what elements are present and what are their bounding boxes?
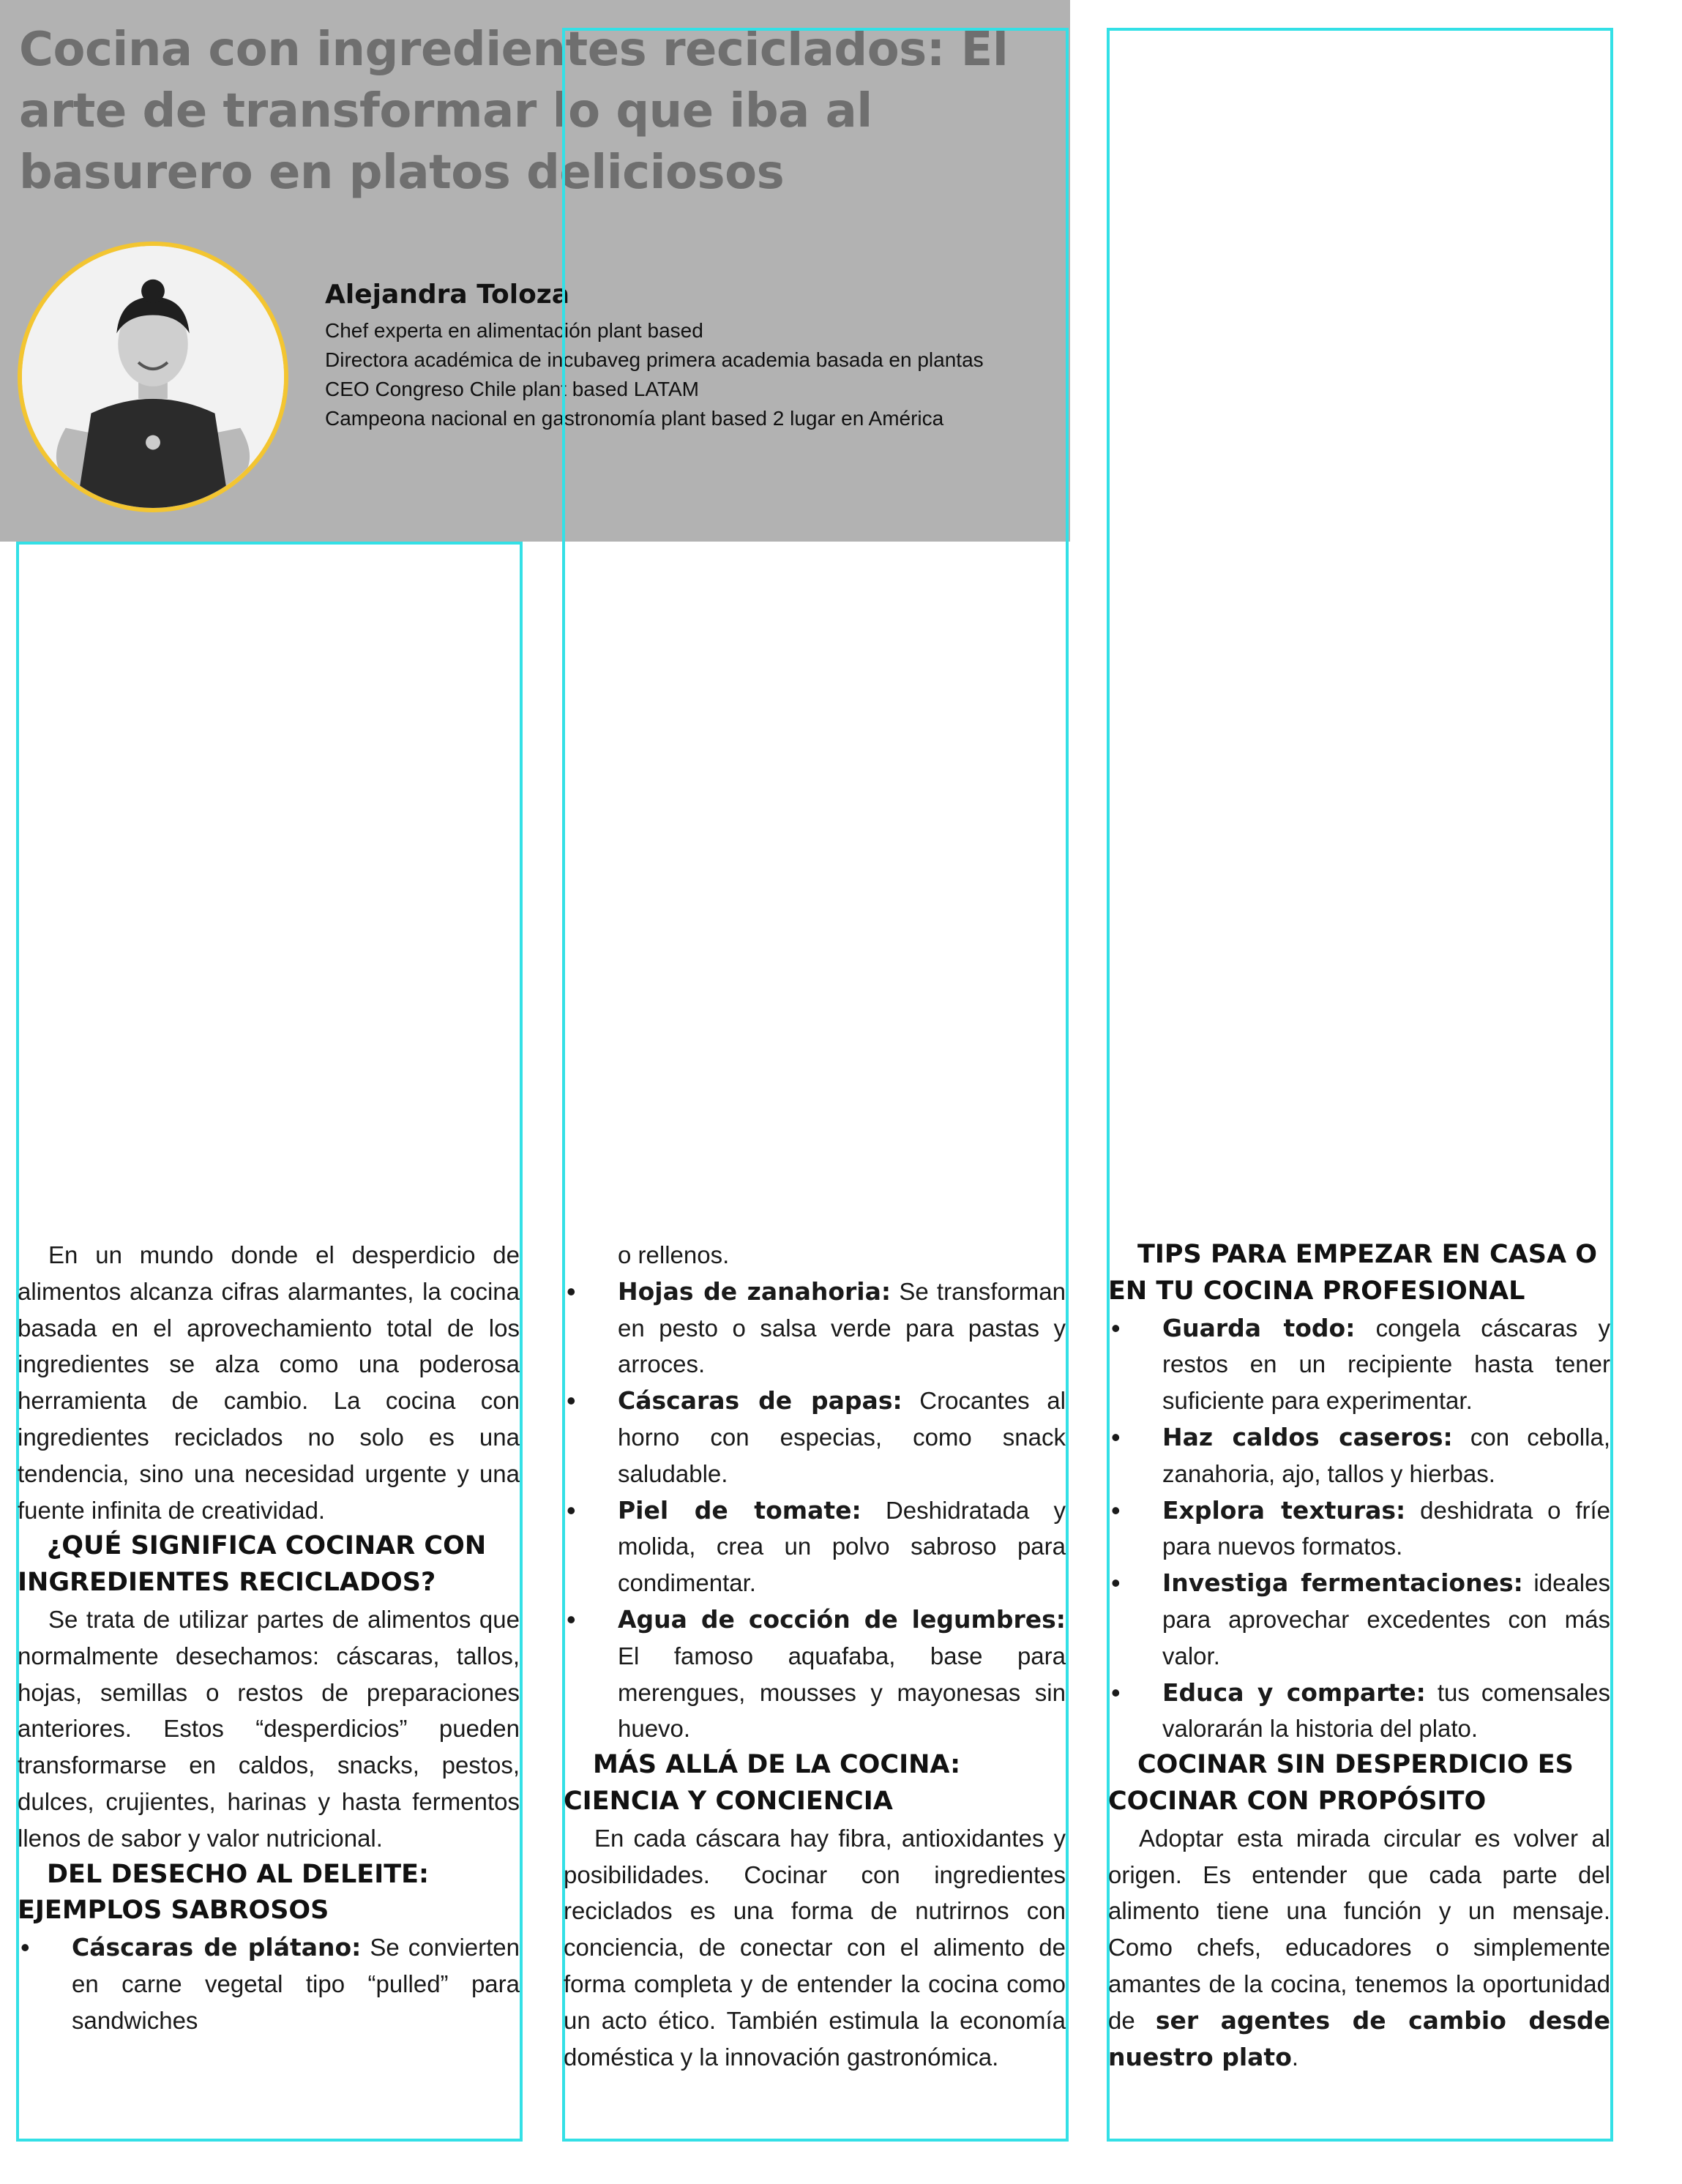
list-item-keyword: Agua de cocción de legumbres:	[618, 1604, 1066, 1634]
section-heading: TIPS PARA EMPEZAR EN CASA O EN TU COCINA PROFESIONAL	[1108, 1240, 1597, 1306]
list-item	[564, 1601, 1066, 1747]
author-role: CEO Congreso Chile plant based LATAM	[325, 378, 699, 400]
list-item	[564, 1274, 1066, 1383]
article-title: Cocina con ingredientes reciclados: El arte de transformar lo que iba al basurero en platos deliciosos	[19, 23, 1009, 200]
list-item-keyword: Investiga fermentaciones:	[1162, 1568, 1523, 1598]
list-item-text: El famoso aquafaba, base para merengues, mousses y mayonesas sin huevo.	[618, 1642, 1066, 1743]
section-heading: COCINAR SIN DESPERDICIO ES COCINAR CON PROPÓSITO	[1108, 1750, 1574, 1816]
list-item-text: Se transforman en pesto o salsa verde para pastas y arroces.	[618, 1277, 1066, 1378]
tips-list	[1108, 1310, 1610, 1748]
column-3	[1108, 1237, 1610, 2075]
list-item-keyword: Hojas de zanahoria:	[618, 1276, 892, 1306]
list-item-text: Deshidratada y molida, crea un polvo sabroso para condimentar.	[618, 1496, 1066, 1597]
column-2	[564, 1237, 1066, 2075]
author-avatar	[18, 242, 288, 512]
list-item	[564, 1492, 1066, 1601]
list-item-keyword: Explora texturas:	[1162, 1495, 1406, 1525]
list-item-keyword: Cáscaras de papas:	[618, 1386, 902, 1416]
list-item-text: Crocantes al horno con especias, como snack saludable.	[618, 1387, 1066, 1487]
list-item-text: congela cáscaras y restos en un recipiente hasta tener suficiente para experimentar.	[1162, 1314, 1610, 1415]
section-heading: ¿QUÉ SIGNIFICA COCINAR CON INGREDIENTES RECICLADOS?	[18, 1531, 487, 1598]
examples-list	[18, 1929, 520, 2038]
closing-paragraph	[1108, 1820, 1610, 2076]
list-item-text: ideales para aprovechar excedentes con más valor.	[1162, 1569, 1610, 1669]
list-item-text: deshidrata o fríe para nuevos formatos.	[1162, 1496, 1610, 1560]
section-paragraph: En cada cáscara hay fibra, antioxidantes y posibilidades. Cocinar con ingredientes reciclados es una forma de nutrirnos con conciencia, de conectar con el alimento de forma completa y de entender la cocina como un acto ético. También estimula la economía doméstica y la innovación gastronómica.	[564, 1824, 1066, 2071]
list-item-keyword: Cáscaras de plátano:	[72, 1933, 362, 1962]
closing-text: Adoptar esta mirada circular es volver al origen. Es entender que cada parte del alimento tiene una función y un mensaje. Como chefs, educadores o simplemente amantes de la cocina, tenemos la oportunidad de	[1108, 1824, 1610, 2034]
chef-portrait-icon	[22, 246, 284, 508]
list-item	[1108, 1419, 1610, 1492]
list-item	[1108, 1565, 1610, 1674]
author-role: Directora académica de incubaveg primera academia basada en plantas	[325, 348, 984, 371]
list-item	[1108, 1492, 1610, 1566]
column-1	[18, 1237, 520, 2039]
list-item-keyword: Educa y comparte:	[1162, 1678, 1426, 1707]
list-item-keyword: Piel de tomate:	[618, 1495, 861, 1525]
intro-paragraph: En un mundo donde el desperdicio de alimentos alcanza cifras alarmantes, la cocina basada en el aprovechamiento total de los ingredientes se alza como una poderosa herramienta de cambio. La cocina con ingredientes reciclados no solo es una tendencia, sino una necesidad urgente y una fuente infinita de creatividad.	[18, 1241, 520, 1524]
list-item	[564, 1383, 1066, 1492]
section-heading: MÁS ALLÁ DE LA COCINA: CIENCIA Y CONCIENCIA	[564, 1750, 961, 1816]
closing-emphasis: ser agentes de cambio desde nuestro plato	[1108, 2005, 1610, 2071]
list-item-text: con cebolla, zanahoria, ajo, tallos y hierbas.	[1162, 1423, 1610, 1487]
list-item-text: tus comensales valorarán la historia del plato.	[1162, 1678, 1610, 1743]
list-item	[18, 1929, 520, 2038]
list-item-keyword: Haz caldos caseros:	[1162, 1422, 1453, 1451]
closing-period: .	[1291, 2043, 1299, 2071]
list-item-keyword: Guarda todo:	[1162, 1313, 1356, 1342]
list-continuation: o rellenos.	[618, 1241, 730, 1268]
list-item	[1108, 1675, 1610, 1748]
author-role: Campeona nacional en gastronomía plant based 2 lugar en América	[325, 407, 944, 430]
examples-list-continued	[564, 1274, 1066, 1747]
list-item-text: Se convierten en carne vegetal tipo “pulled” para sandwiches	[72, 1934, 520, 2034]
author-name: Alejandra Toloza	[325, 280, 570, 310]
section-heading: DEL DESECHO AL DELEITE: EJEMPLOS SABROSOS	[18, 1859, 429, 1926]
section-paragraph: Se trata de utilizar partes de alimentos que normalmente desechamos: cáscaras, tallos, hojas, semillas o restos de preparaciones anteriores. Estos “desperdicios” pueden transformarse en caldos, snacks, pestos, dulces, crujientes, harinas y hasta fermentos llenos de sabor y valor nutricional.	[18, 1605, 520, 1852]
list-item	[1108, 1310, 1610, 1419]
author-role: Chef experta en alimentación plant based	[325, 319, 703, 342]
